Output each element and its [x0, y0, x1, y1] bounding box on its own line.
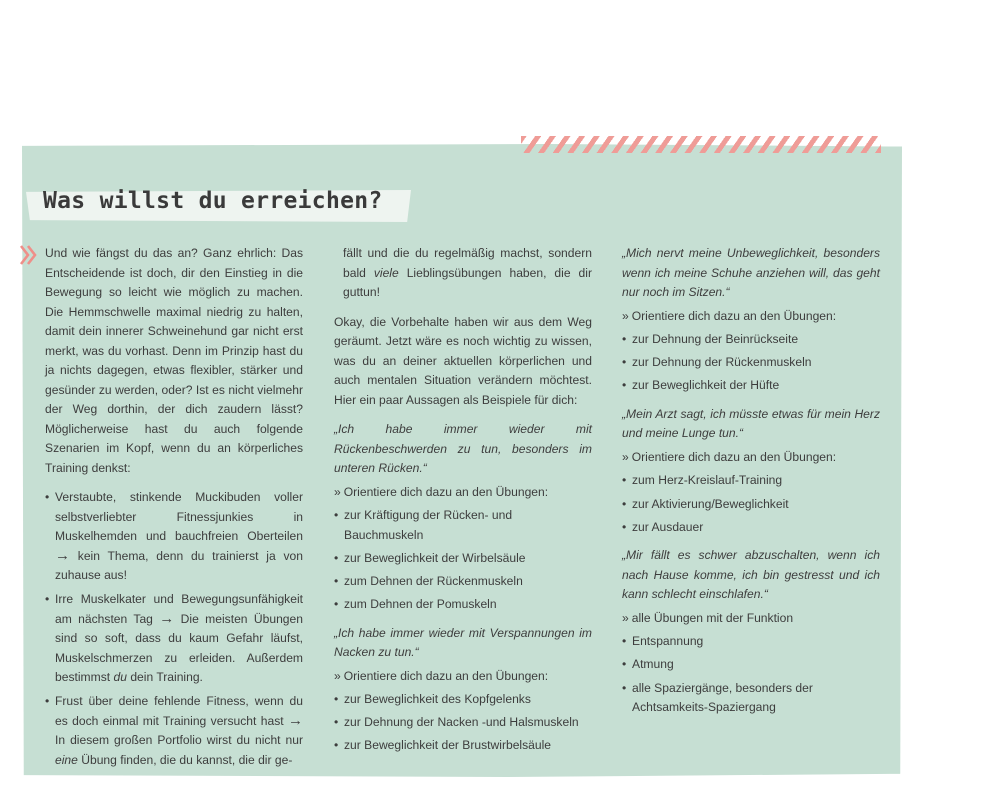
continued-paragraph: fällt und die du regelmäßig machst, sondern bald viele Lieblingsübungen haben, die dir guttun!: [343, 246, 592, 299]
lead-line: » Orientiere dich dazu an den Übungen:: [622, 449, 837, 464]
list-item: • Irre Muskelkater und Bewegungsunfähigkeit am nächsten Tag → Die meisten Übungen sind so soft, dass du kaum Gefahr läufst, Muskelschmerzen zu erleiden. Außerdem bestimmst du dein Training.: [45, 590, 303, 688]
lead-line: » Orientiere dich dazu an den Übungen:: [334, 668, 549, 683]
list-item: • zur Aktivierung/Beweglichkeit: [622, 495, 880, 515]
list-item: • zur Kräftigung der Rücken- und Bauchmuskeln: [334, 506, 592, 545]
decorative-stripes: [521, 136, 881, 153]
page-title: Was willst du erreichen?: [43, 188, 383, 214]
list-item: • zum Dehnen der Pomuskeln: [334, 595, 592, 615]
list-item: • zur Dehnung der Nacken -und Halsmuskeln: [334, 713, 592, 733]
list-item: • alle Spaziergänge, besonders der Achtsamkeits-Spaziergang: [622, 679, 880, 718]
list-item: • zum Herz-Kreislauf-Training: [622, 471, 880, 491]
list-item: • zur Dehnung der Rückenmuskeln: [622, 353, 880, 373]
list-item: • zur Beweglichkeit des Kopfgelenks: [334, 690, 592, 710]
quote: „Ich habe immer wieder mit Rückenbeschwerden zu tun, besonders im unteren Rücken.“: [334, 422, 592, 475]
double-chevron-icon: [19, 244, 39, 266]
quote: „Mir fällt es schwer abzuschalten, wenn ich nach Hause komme, ich bin gestresst und ich kann schlecht einschlafen.“: [622, 548, 880, 602]
exercise-list: [622, 330, 880, 396]
quote: „Ich habe immer wieder mit Verspannungen im Nacken zu tun.“: [334, 625, 592, 660]
list-item: • Atmung: [622, 655, 880, 675]
arrow-right-icon: →: [55, 546, 70, 564]
quote: „Mein Arzt sagt, ich müsste etwas für mein Herz und meine Lunge tun.“: [622, 406, 880, 441]
lead-line: » Orientiere dich dazu an den Übungen:: [622, 308, 837, 323]
exercise-list: [622, 632, 880, 717]
arrow-right-icon: →: [288, 711, 303, 729]
list-item: • Entspannung: [622, 632, 880, 652]
list-item: • zur Ausdauer: [622, 518, 880, 538]
column-2: [334, 244, 592, 760]
list-item: • zur Beweglichkeit der Hüfte: [622, 376, 880, 396]
quote: „Mich nervt meine Unbeweglichkeit, besonders wenn ich meine Schuhe anziehen will, das geht nur noch im Sitzen.“: [622, 246, 880, 299]
list-item: • zur Dehnung der Beinrückseite: [622, 330, 880, 350]
arrow-right-icon: →: [159, 609, 175, 627]
exercise-list: [334, 690, 592, 756]
list-item: • zum Dehnen der Rückenmuskeln: [334, 572, 592, 592]
exercise-list: [334, 506, 592, 615]
lead-line: » alle Übungen mit der Funktion: [622, 610, 794, 625]
column-3: [622, 244, 880, 721]
lead-line: » Orientiere dich dazu an den Übungen:: [334, 484, 549, 499]
exercise-list: [622, 471, 880, 537]
list-item: • Verstaubte, stinkende Muckibuden voller selbstverliebter Fitnessjunkies in Muskelhemden und bauchfreien Oberteilen → kein Thema, denn du trainierst ja von zuhause aus!: [45, 488, 303, 586]
concerns-list: [45, 488, 303, 770]
list-item: • zur Beweglichkeit der Brustwirbelsäule: [334, 736, 592, 756]
list-item: • Frust über deine fehlende Fitness, wenn du es doch einmal mit Training versucht hast → In diesem großen Portfolio wirst du nicht nur eine Übung finden, die du kannst, die dir ge-: [45, 692, 303, 770]
body-paragraph: Okay, die Vorbehalte haben wir aus dem Weg geräumt. Jetzt wäre es noch wichtig zu wissen, was du an deiner aktuellen körperlichen und auch mentalen Situation verändern möchtest. Hier ein paar Aussagen als Beispiele für dich:: [334, 314, 592, 407]
column-1: [45, 244, 303, 775]
list-item: • zur Beweglichkeit der Wirbelsäule: [334, 549, 592, 569]
intro-paragraph: Und wie fängst du das an? Ganz ehrlich: Das Entscheidende ist doch, dir den Einstieg in die Bewegung so leicht wie möglich zu machen. Die Hemmschwelle maximal niedrig zu halten, damit dein innerer Schweinehund gar nicht erst merkt, was du vorhast. Denn im Prinzip hast du ja nichts dagegen, etwas flexibler, stärker und gesünder zu werden, oder? Ist es nicht vielmehr der Weg dorthin, der dich zaudern lässt? Möglicherweise hast du auch folgende Szenarien im Kopf, wenn du an körperliches Training denkst:: [45, 246, 303, 475]
